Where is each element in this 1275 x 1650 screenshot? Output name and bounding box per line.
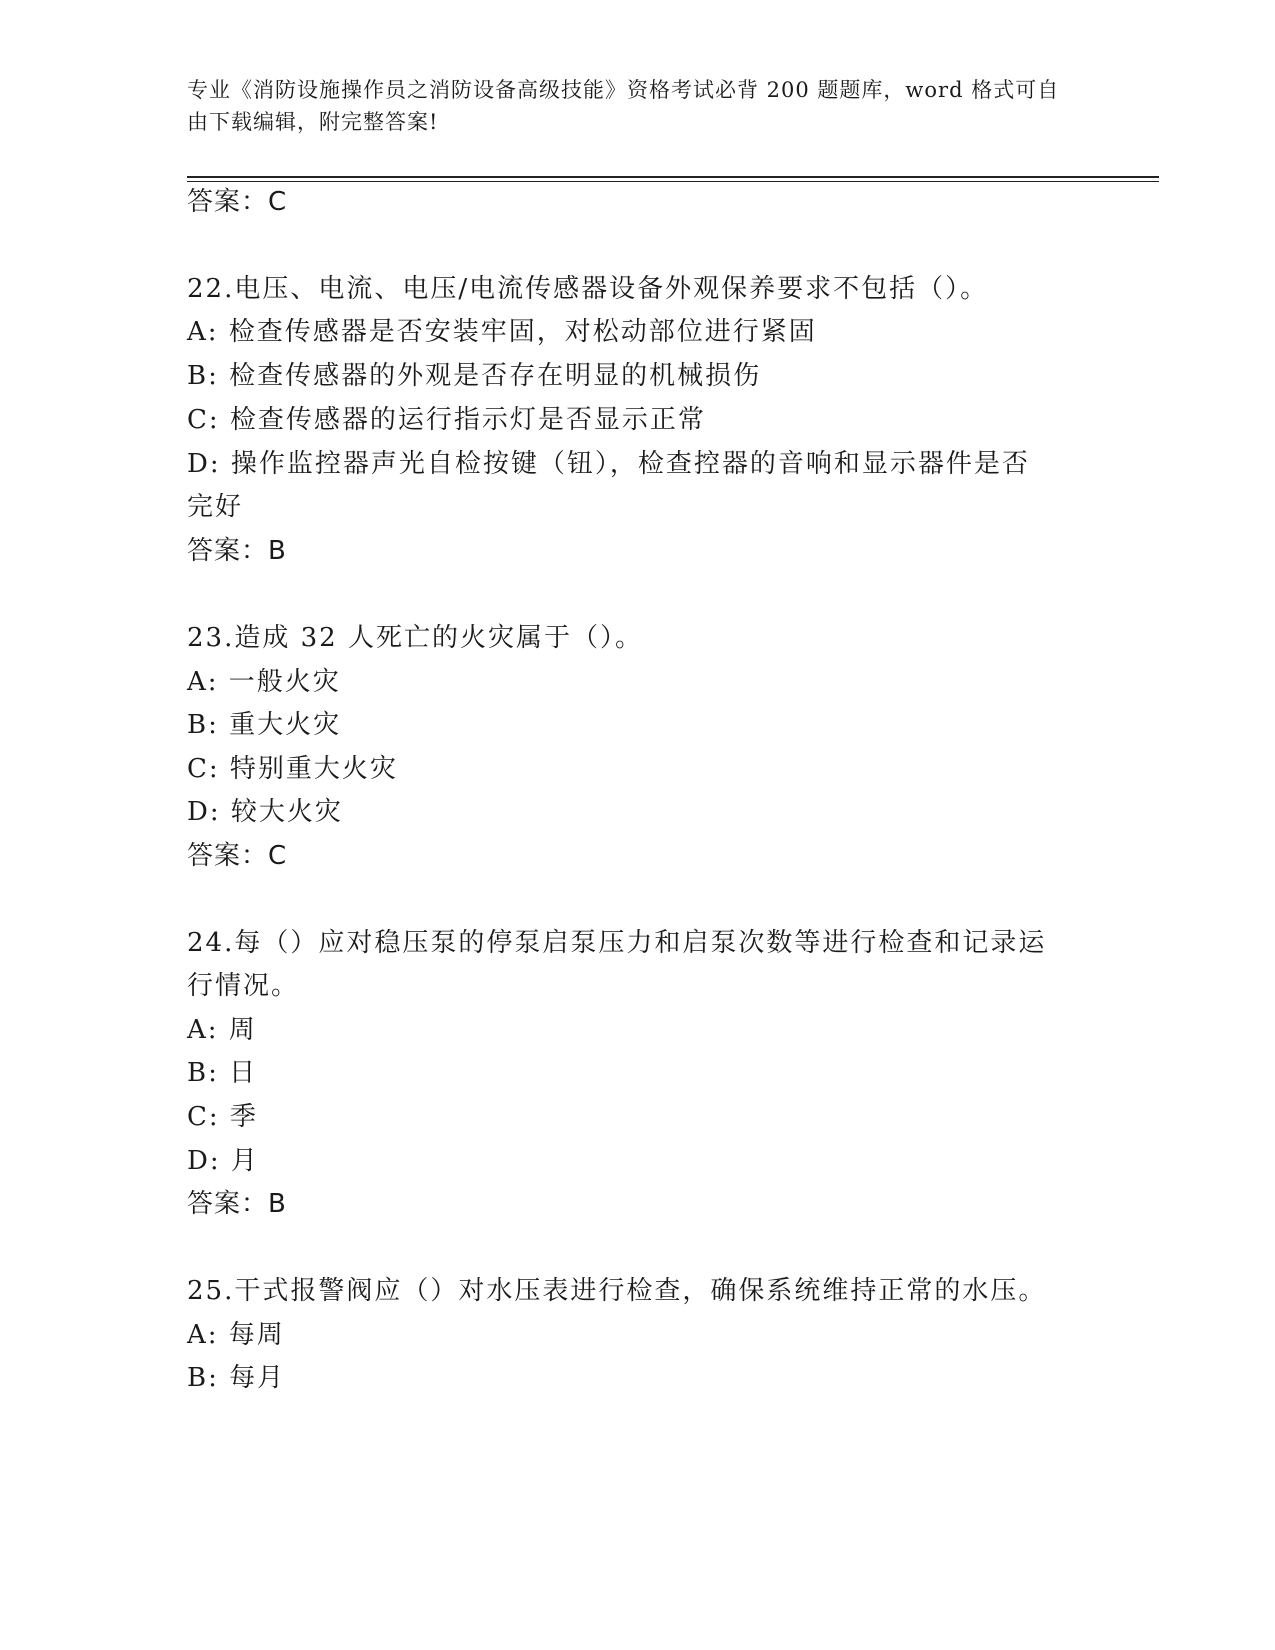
q22-option-d-cont: 完好 [187, 492, 244, 522]
q24-option-c: C: 季 [187, 1102, 258, 1132]
q24-option-d: D: 月 [187, 1146, 259, 1176]
q23-option-d: D: 较大火灾 [187, 797, 343, 827]
q23-option-a: A: 一般火灾 [187, 667, 341, 697]
q22-option-d: D: 操作监控器声光自检按键（钮），检查控器的音响和显示器件是否 [187, 449, 1030, 479]
header-divider-thin [187, 181, 1159, 182]
q24-option-b: B: 日 [187, 1058, 258, 1088]
answer-23: 答案：C [187, 841, 288, 871]
question-24: 24.每（）应对稳压泵的停泵启泵压力和启泵次数等进行检查和记录运 [187, 928, 1047, 958]
q22-option-a: A: 检查传感器是否安装牢固，对松动部位进行紧固 [187, 317, 817, 347]
answer-24: 答案：B [187, 1189, 287, 1219]
answer-22: 答案：B [187, 536, 287, 566]
q25-option-b: B: 每月 [187, 1363, 286, 1393]
question-25: 25.干式报警阀应（）对水压表进行检查，确保系统维持正常的水压。 [187, 1276, 1047, 1306]
q23-option-c: C: 特别重大火灾 [187, 754, 398, 784]
header-divider-thick [187, 176, 1159, 178]
question-22: 22.电压、电流、电压/电流传感器设备外观保养要求不包括（）。 [187, 274, 989, 304]
q22-option-c: C: 检查传感器的运行指示灯是否显示正常 [187, 405, 706, 435]
q25-option-a: A: 每周 [187, 1320, 285, 1350]
question-23: 23.造成 32 人死亡的火灾属于（）。 [187, 623, 643, 653]
document-header: 专业《消防设施操作员之消防设备高级技能》资格考试必背 200 题题库，word 格式可自由下载编辑，附完整答案! [187, 78, 1060, 134]
q23-option-b: B: 重大火灾 [187, 710, 342, 740]
q24-option-a: A: 周 [187, 1015, 257, 1045]
q22-option-b: B: 检查传感器的外观是否存在明显的机械损伤 [187, 361, 762, 391]
answer-21: 答案：C [187, 187, 288, 217]
question-24-cont: 行情况。 [187, 971, 300, 1001]
